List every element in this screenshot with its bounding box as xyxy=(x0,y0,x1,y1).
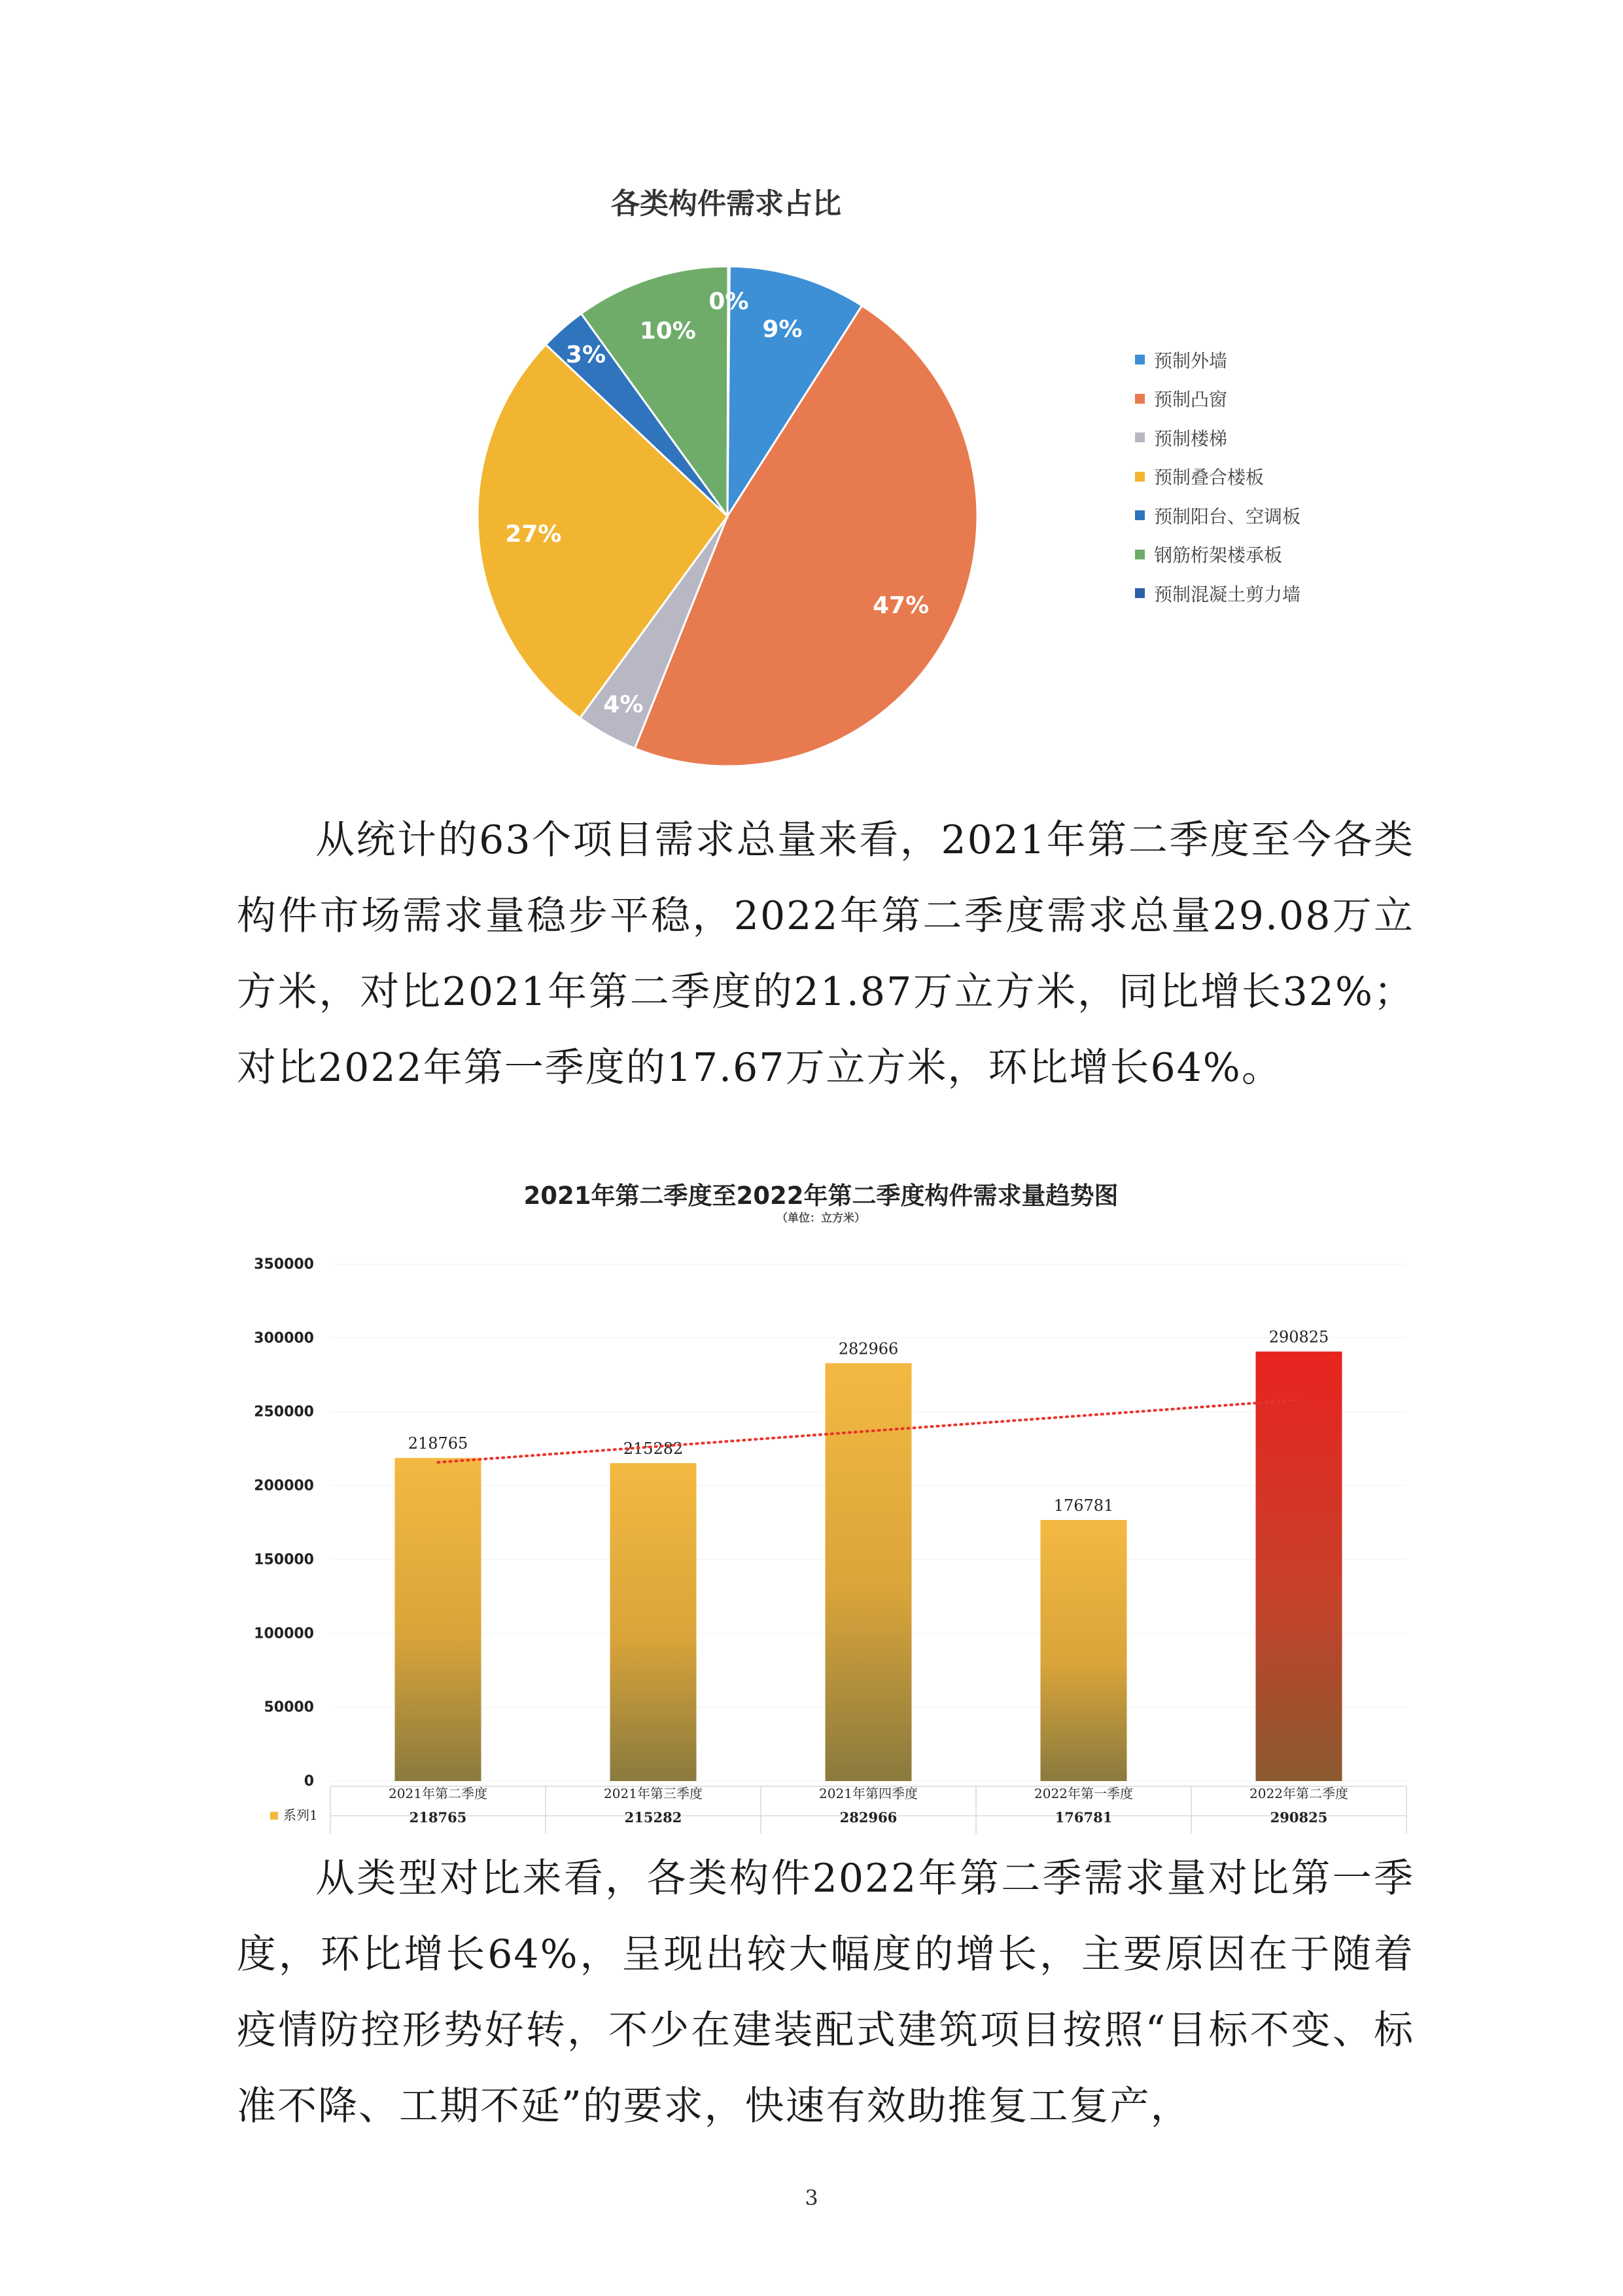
bar-data-label: 215282 xyxy=(623,1439,684,1458)
series-legend-label: 系列1 xyxy=(283,1807,318,1823)
legend-item xyxy=(1135,340,1300,380)
legend-item xyxy=(1135,418,1300,457)
legend-swatch xyxy=(1135,355,1145,364)
legend-item xyxy=(1135,380,1300,419)
paragraph-demand-total: 从统计的63个项目需求总量来看，2021年第二季度至今各类构件市场需求量稳步平稳，2022年第二季度需求总量29.08万立方米，对比2021年第二季度的21.87万立方米，同比增长32%；对比2022年第一季度的17.67万立方米，环比增长64%。 xyxy=(237,817,1414,1091)
table-value: 176781 xyxy=(1055,1809,1113,1826)
pie-chart-title: 各类构件需求占比 xyxy=(611,187,841,221)
table-value: 215282 xyxy=(624,1809,682,1826)
legend-label: 预制阳台、空调板 xyxy=(1154,505,1301,527)
table-value: 290825 xyxy=(1270,1809,1328,1826)
bar xyxy=(1041,1520,1127,1781)
bar-data-label: 176781 xyxy=(1053,1496,1114,1515)
legend-item xyxy=(1135,535,1300,574)
y-tick-label: 350000 xyxy=(254,1256,314,1273)
bar-chart-subtitle: （单位：立方米） xyxy=(777,1212,865,1225)
pie-slice-label: 10% xyxy=(639,317,696,345)
bar xyxy=(395,1458,481,1781)
legend-item xyxy=(1135,457,1300,497)
legend-label: 预制凸窗 xyxy=(1154,389,1228,411)
pie-slice-label: 27% xyxy=(505,521,562,548)
legend-swatch xyxy=(1135,472,1145,482)
legend-swatch xyxy=(1135,588,1145,598)
table-value: 282966 xyxy=(839,1809,898,1826)
y-tick-label: 0 xyxy=(304,1773,314,1790)
bar-chart-title: 2021年第二季度至2022年第二季度构件需求量趋势图 xyxy=(523,1182,1119,1210)
bar-chart-svg xyxy=(232,1161,1410,1835)
legend-swatch xyxy=(1135,550,1145,559)
bar xyxy=(610,1463,697,1781)
y-tick-label: 300000 xyxy=(254,1330,314,1347)
legend-label: 预制外墙 xyxy=(1154,349,1228,372)
pie-slice-label: 47% xyxy=(872,592,930,620)
paragraph-type-comparison: 从类型对比来看，各类构件2022年第二季需求量对比第一季度，环比增长64%，呈现出较大幅度的增长，主要原因在于随着疫情防控形势好转，不少在建装配式建筑项目按照“目标不变、标准不降、工期不延”的要求，快速有效助推复工复产， xyxy=(237,1856,1414,2129)
y-tick-label: 250000 xyxy=(254,1404,314,1421)
bar xyxy=(1256,1352,1342,1781)
bar-data-label: 218765 xyxy=(408,1434,468,1453)
x-category-label: 2021年第二季度 xyxy=(389,1786,487,1801)
series-legend-key xyxy=(270,1812,278,1820)
pie-slice-label: 3% xyxy=(565,341,606,368)
bar-data-label: 290825 xyxy=(1268,1328,1329,1347)
pie-chart xyxy=(229,167,1406,782)
y-tick-label: 50000 xyxy=(264,1699,314,1716)
pie-chart-svg xyxy=(229,167,1223,782)
legend-swatch xyxy=(1135,394,1145,404)
legend-label: 预制混凝土剪力墙 xyxy=(1154,583,1301,605)
legend-swatch xyxy=(1135,510,1145,520)
y-tick-label: 150000 xyxy=(254,1551,314,1568)
pie-slice-label: 4% xyxy=(603,691,644,718)
y-tick-label: 200000 xyxy=(254,1477,314,1494)
y-tick-label: 100000 xyxy=(254,1625,314,1642)
legend-item xyxy=(1135,574,1300,613)
bar-chart xyxy=(232,1161,1410,1835)
table-value: 218765 xyxy=(409,1809,467,1826)
legend-swatch xyxy=(1135,433,1145,442)
x-category-label: 2021年第三季度 xyxy=(604,1786,703,1801)
legend-label: 预制叠合楼板 xyxy=(1154,467,1265,489)
page-number: 3 xyxy=(805,2185,818,2210)
bar-data-label: 282966 xyxy=(838,1339,899,1358)
bar xyxy=(826,1363,912,1781)
pie-slice-label: 9% xyxy=(762,316,803,344)
pie-slice-label: 0% xyxy=(708,288,749,315)
legend-label: 钢筋桁架楼承板 xyxy=(1154,544,1283,567)
x-category-label: 2022年第一季度 xyxy=(1034,1786,1133,1801)
pie-legend xyxy=(1135,340,1300,613)
legend-item xyxy=(1135,496,1300,535)
x-category-label: 2021年第四季度 xyxy=(819,1786,918,1801)
x-category-label: 2022年第二季度 xyxy=(1249,1786,1348,1801)
legend-label: 预制楼梯 xyxy=(1154,427,1228,450)
